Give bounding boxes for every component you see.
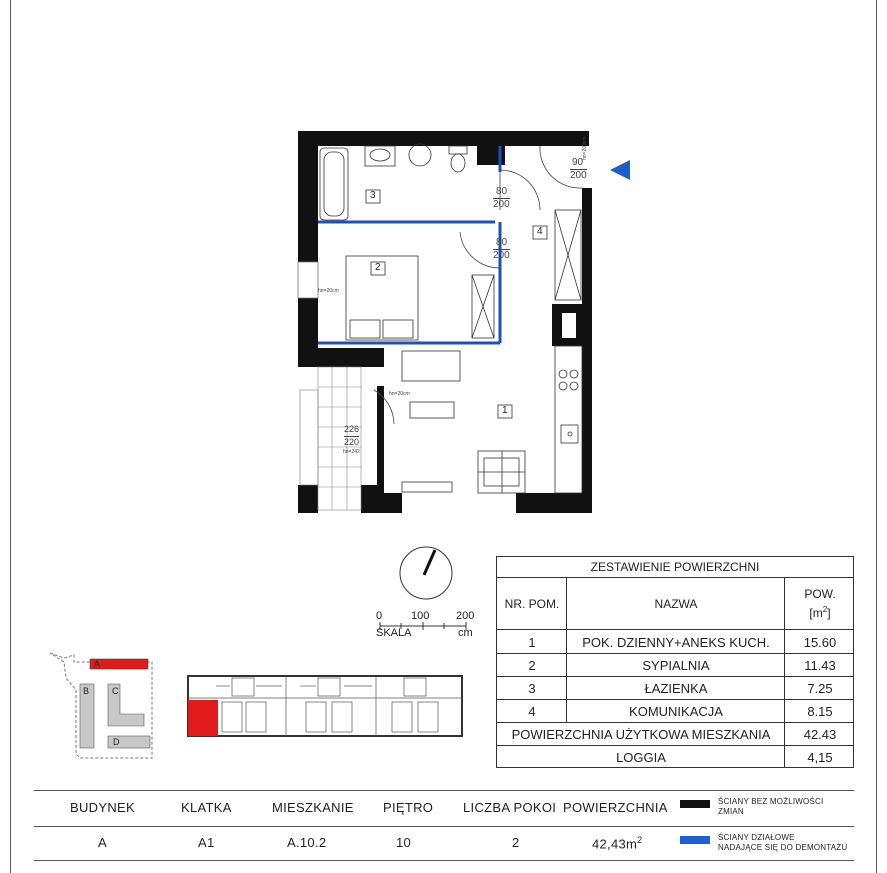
site-building-b: B bbox=[83, 686, 90, 696]
living-furniture bbox=[402, 351, 525, 493]
table-row bbox=[497, 676, 853, 700]
table-row-total bbox=[497, 722, 853, 746]
door-entrance-note: hn=209cm bbox=[582, 136, 588, 160]
scale-tick-100: 100 bbox=[411, 610, 430, 622]
site-building-d: D bbox=[113, 737, 120, 747]
table-divider bbox=[566, 577, 567, 722]
header-area-unit: $[m^2]$ bbox=[809, 605, 831, 620]
summary-header-floor: PIĘTRO bbox=[383, 800, 434, 815]
summary-divider-mid bbox=[34, 826, 854, 827]
room-number-2: 2 bbox=[375, 262, 381, 273]
row-name: KOMUNIKACJA bbox=[629, 704, 723, 719]
row-no: 4 bbox=[528, 704, 536, 719]
row-no: 3 bbox=[528, 681, 536, 696]
scale-unit: cm bbox=[458, 627, 473, 639]
row-area: 15.60 bbox=[803, 634, 837, 650]
area-table-header bbox=[497, 577, 853, 630]
site-building-a: A bbox=[94, 659, 101, 669]
door-entrance-height: 200 bbox=[570, 170, 587, 181]
table-row-loggia bbox=[497, 745, 853, 769]
partition-walls bbox=[318, 146, 500, 343]
door-bedroom-width: 80 bbox=[496, 237, 508, 248]
row-name: ŁAZIENKA bbox=[644, 681, 708, 696]
page-border-left bbox=[10, 0, 11, 873]
scale-tick-0: 0 bbox=[376, 610, 383, 622]
bathroom-fixtures bbox=[320, 144, 467, 220]
legend-partition-walls-swatch bbox=[680, 836, 710, 844]
site-plan bbox=[44, 650, 160, 768]
table-row bbox=[497, 629, 853, 654]
summary-header-staircase: KLATKA bbox=[181, 800, 232, 815]
table-row bbox=[497, 653, 853, 677]
door-balcony-height: 220 bbox=[344, 437, 360, 447]
summary-apartment: A.10.2 bbox=[287, 835, 327, 850]
kitchen-units bbox=[555, 346, 582, 493]
room-number-3: 3 bbox=[370, 190, 376, 201]
room-number-1: 1 bbox=[502, 405, 508, 416]
summary-rooms: 2 bbox=[512, 835, 520, 850]
door-bathroom-width: 80 bbox=[496, 186, 508, 197]
door-balcony-note: hn=242 bbox=[343, 449, 360, 455]
site-building-c: C bbox=[112, 686, 119, 696]
summary-staircase: A1 bbox=[198, 835, 215, 850]
header-no: NR. POM. bbox=[504, 597, 560, 611]
door-entrance-width: 90 bbox=[572, 157, 584, 168]
header-name: NAZWA bbox=[654, 597, 698, 611]
compass-north-icon bbox=[398, 545, 454, 601]
row-area: 7.25 bbox=[807, 681, 833, 696]
door-bathroom-height: 200 bbox=[493, 199, 510, 210]
legend-fixed-walls-text: ŚCIANY BEZ MOŻLIWOŚCI ZMIAN bbox=[718, 797, 824, 816]
table-divider bbox=[784, 577, 785, 767]
floor-key-plan bbox=[186, 674, 466, 738]
bedroom-furniture bbox=[346, 256, 494, 340]
header-area-line1: POW. bbox=[804, 587, 836, 601]
summary-header-area: POWIERZCHNIA bbox=[563, 800, 668, 815]
table-row bbox=[497, 699, 853, 723]
row-name: POK. DZIENNY+ANEKS KUCH. bbox=[582, 634, 770, 650]
window-bedroom-note: hn=20cm bbox=[318, 288, 339, 294]
row-area: 11.43 bbox=[804, 658, 836, 673]
row-area: 8.15 bbox=[807, 704, 833, 719]
legend-fixed-walls-swatch bbox=[680, 800, 710, 808]
summary-floor: 10 bbox=[396, 835, 412, 850]
summary-header-building: BUDYNEK bbox=[70, 800, 135, 815]
row-no: 1 bbox=[528, 634, 536, 650]
scale-label: SKALA bbox=[376, 627, 412, 639]
legend-partition-walls-text: ŚCIANY DZIAŁOWE NADAJĄCE SIĘ DO DEMONTAŻU bbox=[718, 833, 848, 852]
summary-area: $42,43m^2$ bbox=[592, 835, 643, 852]
row-no: 2 bbox=[528, 658, 536, 673]
loggia-area: 4,15 bbox=[807, 750, 833, 765]
area-table-title: ZESTAWIENIE POWIERZCHNI bbox=[590, 560, 760, 574]
exterior-walls bbox=[298, 131, 592, 513]
scale-tick-200: 200 bbox=[456, 610, 475, 622]
door-bedroom-height: 200 bbox=[493, 250, 510, 261]
area-table bbox=[496, 556, 854, 768]
summary-divider-bottom bbox=[34, 860, 854, 861]
page-border-right bbox=[876, 0, 877, 873]
summary-building: A bbox=[98, 835, 107, 850]
summary-header-rooms: LICZBA POKOI bbox=[463, 800, 557, 815]
floor-plan bbox=[290, 125, 610, 525]
entrance-arrow-icon bbox=[608, 158, 632, 182]
room-number-4: 4 bbox=[537, 226, 543, 237]
loggia-label: LOGGIA bbox=[616, 750, 666, 765]
total-area: 42.43 bbox=[803, 727, 837, 742]
header-area bbox=[785, 578, 855, 630]
window-living-note: hn=20cm bbox=[389, 391, 410, 397]
summary-divider-top bbox=[34, 790, 854, 791]
row-name: SYPIALNIA bbox=[642, 658, 710, 673]
total-label: POWIERZCHNIA UŻYTKOWA MIESZKANIA bbox=[511, 727, 771, 742]
door-balcony-width: 226 bbox=[344, 424, 360, 434]
summary-header-apartment: MIESZKANIE bbox=[272, 800, 354, 815]
